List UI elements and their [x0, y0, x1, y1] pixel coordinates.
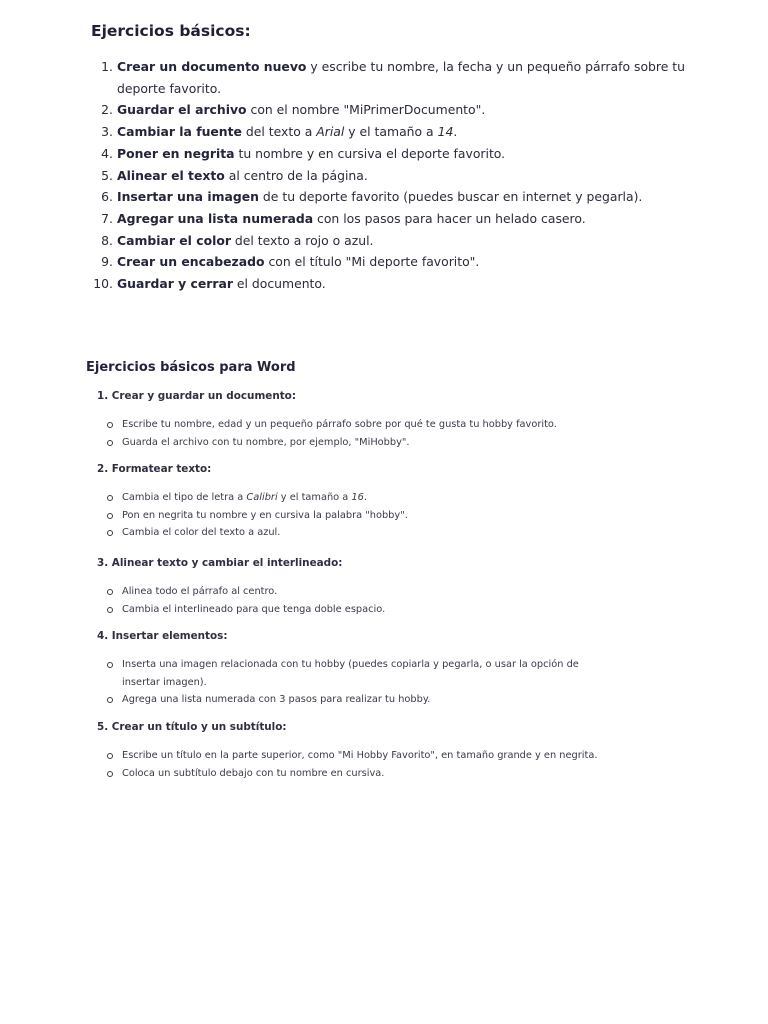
- list-item: Coloca un subtítulo debajo con tu nombre en cursiva.: [106, 765, 606, 783]
- list-item: 2. Guardar el archivo con el nombre "MiPrimerDocumento".: [101, 102, 486, 118]
- section-title: Ejercicios básicos:: [91, 22, 251, 40]
- exercise-list: [91, 56, 691, 295]
- list-item: Pon en negrita tu nombre y en cursiva la palabra "hobby".: [106, 507, 606, 525]
- list-item: Escribe un título en la parte superior, como "Mi Hobby Favorito", en tamaño grande y en negrita.: [106, 747, 606, 765]
- list-item: 6. Insertar una imagen de tu deporte favorito (puedes buscar en internet y pegarla).: [101, 189, 643, 205]
- basic-exercises-section: [91, 22, 691, 295]
- list-item: 7. Agregar una lista numerada con los pasos para hacer un helado casero.: [101, 210, 586, 226]
- group-heading: 5. Crear un título y un subtítulo:: [97, 721, 287, 733]
- list-item: 9. Crear un encabezado con el título "Mi deporte favorito".: [101, 254, 480, 270]
- list-item: 8. Cambiar el color del texto a rojo o azul.: [101, 232, 374, 248]
- group-heading: 2. Formatear texto:: [97, 463, 212, 475]
- list-item: Cambia el tipo de letra a Calibri y el tamaño a 16.: [106, 489, 606, 507]
- list-item: 1. Crear un documento nuevo y escribe tu nombre, la fecha y un pequeño párrafo sobre tu deporte favorito.: [101, 59, 686, 96]
- list-item: Escribe tu nombre, edad y un pequeño párrafo sobre por qué te gusta tu hobby favorito.: [106, 416, 606, 434]
- list-item: Inserta una imagen relacionada con tu hobby (puedes copiarla y pegarla, o usar la opción de insertar imagen).: [106, 656, 606, 691]
- list-item: Cambia el color del texto a azul.: [106, 524, 606, 542]
- list-item: 3. Cambiar la fuente del texto a Arial y el tamaño a 14.: [101, 124, 458, 140]
- list-item: Alinea todo el párrafo al centro.: [106, 583, 606, 601]
- list-item: 5. Alinear el texto al centro de la página.: [101, 167, 368, 183]
- group-heading: 3. Alinear texto y cambiar el interlineado:: [97, 557, 343, 569]
- group-heading: 1. Crear y guardar un documento:: [97, 390, 296, 402]
- list-item: 10. Guardar y cerrar el documento.: [93, 276, 326, 292]
- bullet-list: [106, 656, 606, 709]
- list-item: Guarda el archivo con tu nombre, por ejemplo, "MiHobby".: [106, 434, 606, 452]
- group-heading: 4. Insertar elementos:: [97, 630, 228, 642]
- list-item: 4. Poner en negrita tu nombre y en cursiva el deporte favorito.: [101, 145, 506, 161]
- bullet-list: [106, 747, 606, 782]
- bullet-list: [106, 583, 606, 618]
- bullet-list: [106, 489, 606, 542]
- bullet-list: [106, 416, 606, 451]
- word-exercises-section: [86, 360, 626, 779]
- list-item: Cambia el interlineado para que tenga doble espacio.: [106, 601, 606, 619]
- section-title: Ejercicios básicos para Word: [86, 360, 296, 375]
- list-item: Agrega una lista numerada con 3 pasos para realizar tu hobby.: [106, 691, 606, 709]
